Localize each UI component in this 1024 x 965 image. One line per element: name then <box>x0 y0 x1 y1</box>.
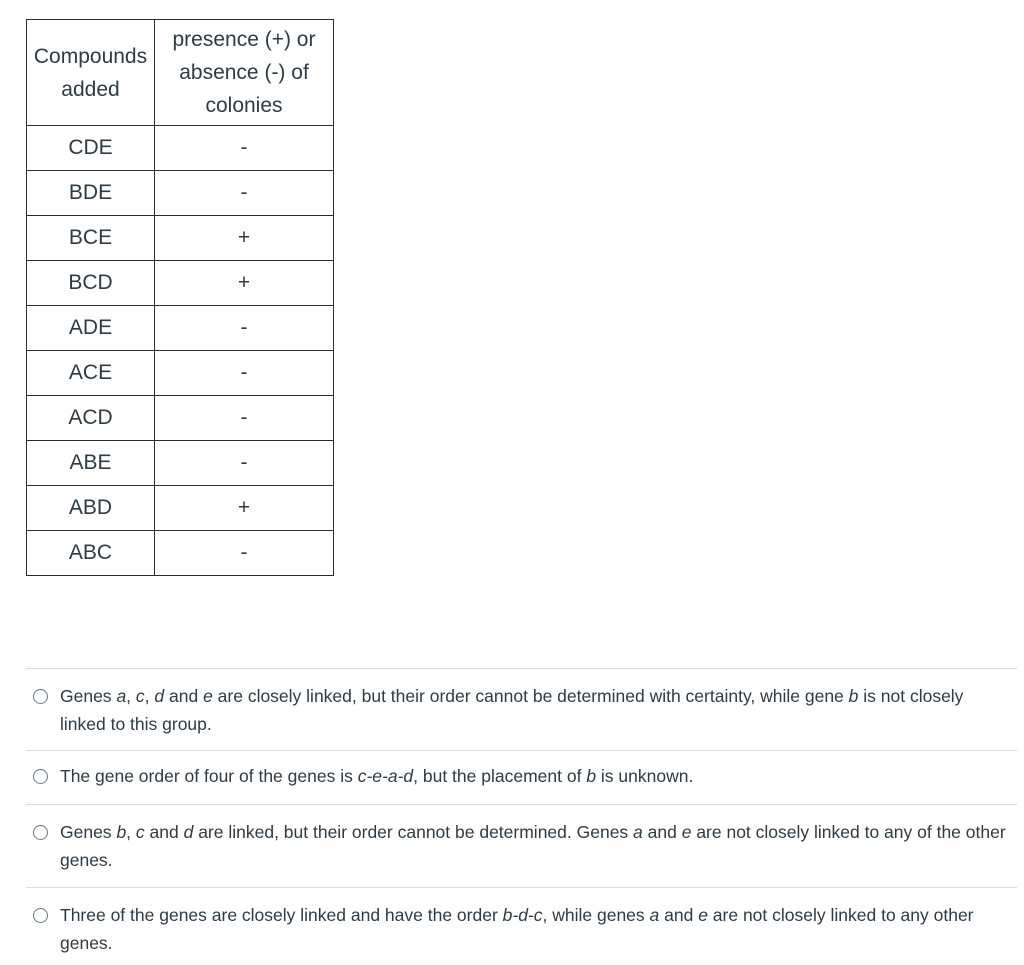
answer-option[interactable] <box>26 668 1017 750</box>
text-run: are not closely linked to any other genes. <box>60 905 974 953</box>
result-cell: + <box>155 216 334 261</box>
text-run: and <box>144 822 184 842</box>
result-cell: + <box>155 486 334 531</box>
header-line: added <box>61 77 120 101</box>
table-header-row <box>27 20 334 126</box>
gene-label: e <box>203 686 213 706</box>
result-cell: - <box>155 396 334 441</box>
result-cell: - <box>155 351 334 396</box>
text-run: are linked, but their order cannot be determined. Genes <box>193 822 634 842</box>
table-row <box>27 306 334 351</box>
radio-button[interactable] <box>33 689 48 704</box>
compounds-cell: ACE <box>27 351 155 396</box>
header-line: presence (+) or <box>172 28 316 51</box>
gene-label: c-e-a-d <box>357 766 414 786</box>
gene-label: a <box>633 822 643 842</box>
header-presence-absence <box>155 20 334 126</box>
gene-label: e <box>698 905 708 925</box>
compounds-cell: ADE <box>27 306 155 351</box>
table-row <box>27 216 334 261</box>
text-run: are not closely linked to any of the other genes. <box>60 822 1006 870</box>
gene-label: c <box>135 686 145 706</box>
gene-label: b <box>586 766 597 786</box>
answer-option-text <box>60 762 1017 790</box>
table-row <box>27 396 334 441</box>
text-run: , <box>126 686 136 706</box>
text-run: , but the placement of <box>413 766 587 786</box>
table-row <box>27 126 334 171</box>
table-row <box>27 351 334 396</box>
text-run: , <box>144 686 155 706</box>
answer-option-text <box>60 682 1017 738</box>
text-run: is unknown. <box>596 766 694 786</box>
result-cell: - <box>155 441 334 486</box>
gene-label: e <box>681 822 692 842</box>
text-run: Genes <box>60 822 117 842</box>
compounds-table <box>26 19 334 576</box>
header-line: Compounds <box>33 44 148 68</box>
text-run: Genes <box>60 686 117 706</box>
header-compounds-added <box>27 20 155 126</box>
text-run: Three of the genes are closely linked and have the order <box>60 905 503 925</box>
header-line: colonies <box>205 94 283 117</box>
text-run: , <box>126 822 136 842</box>
text-run: The gene order of four of the genes is <box>60 766 358 786</box>
table-row <box>27 171 334 216</box>
radio-button[interactable] <box>33 908 48 923</box>
gene-label: d <box>183 822 194 842</box>
text-run: is not closely linked to this group. <box>60 686 964 734</box>
text-run: are closely linked, but their order cannot be determined with certainty, while gene <box>212 686 849 706</box>
compounds-cell: ABD <box>27 486 155 531</box>
gene-label: c <box>135 822 145 842</box>
result-cell: + <box>155 261 334 306</box>
gene-label: d <box>154 686 165 706</box>
text-run: , while genes <box>542 905 650 925</box>
table-row <box>27 486 334 531</box>
compounds-cell: BCD <box>27 261 155 306</box>
result-cell: - <box>155 531 334 576</box>
table-row <box>27 261 334 306</box>
result-cell: - <box>155 126 334 171</box>
compounds-cell: BCE <box>27 216 155 261</box>
answer-option-text <box>60 901 1017 957</box>
header-line: absence (-) of <box>179 61 309 84</box>
compounds-cell: ABE <box>27 441 155 486</box>
answer-option[interactable] <box>26 804 1017 887</box>
gene-label: a <box>116 686 127 706</box>
answer-option-text <box>60 818 1017 874</box>
compounds-cell: CDE <box>27 126 155 171</box>
table-row <box>27 531 334 576</box>
text-run: and <box>659 905 699 925</box>
table-row <box>27 441 334 486</box>
answer-options <box>26 668 1017 965</box>
text-run: and <box>642 822 682 842</box>
result-cell: - <box>155 306 334 351</box>
radio-button[interactable] <box>33 769 48 784</box>
compounds-cell: ACD <box>27 396 155 441</box>
gene-label: b <box>848 686 859 706</box>
gene-label: a <box>649 905 660 925</box>
compounds-cell: BDE <box>27 171 155 216</box>
gene-label: b <box>116 822 127 842</box>
gene-label: b-d-c <box>502 905 543 925</box>
answer-option[interactable] <box>26 750 1017 804</box>
compounds-cell: ABC <box>27 531 155 576</box>
radio-button[interactable] <box>33 825 48 840</box>
text-run: and <box>164 686 204 706</box>
answer-option[interactable] <box>26 887 1017 965</box>
result-cell: - <box>155 171 334 216</box>
